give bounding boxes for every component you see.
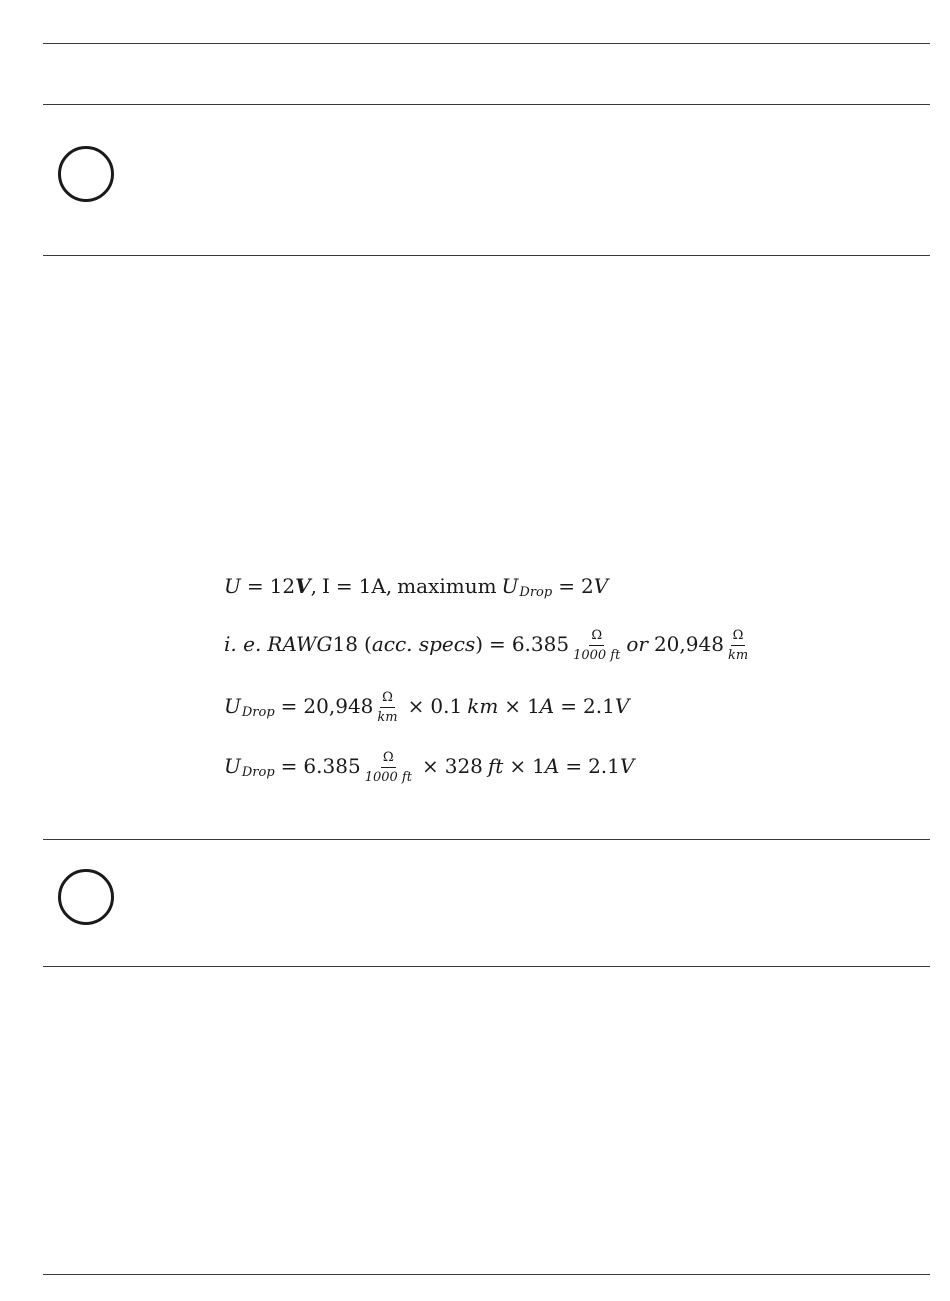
fraction-numerator: Ω bbox=[380, 690, 395, 708]
formula-line-3 bbox=[224, 681, 629, 731]
resistance-value-km: 20,948 bbox=[303, 694, 374, 718]
fraction-ohm-per-1000ft bbox=[573, 628, 620, 663]
equals-sign: = bbox=[558, 574, 575, 598]
or-text: or bbox=[626, 632, 648, 656]
fraction-numerator: Ω bbox=[589, 628, 604, 646]
voltage-value: 12 bbox=[269, 574, 296, 598]
equals-sign: = bbox=[565, 754, 583, 778]
drop-unit: V bbox=[593, 574, 609, 598]
rawg-symbol: RAWG bbox=[267, 632, 333, 656]
current-value: 1 bbox=[532, 754, 545, 778]
note1-bottom-rule bbox=[43, 255, 930, 256]
fraction-denominator: km bbox=[727, 647, 749, 663]
info-circle-icon bbox=[58, 869, 114, 925]
fraction-ohm-per-km bbox=[728, 628, 748, 663]
formula-line-1 bbox=[224, 561, 608, 611]
current-symbol: I bbox=[321, 574, 330, 598]
current-unit: A bbox=[544, 754, 560, 778]
paren-open: ( bbox=[364, 632, 372, 656]
distance-unit: km bbox=[467, 694, 499, 718]
drop-subscript: Drop bbox=[241, 704, 275, 720]
voltage-symbol: U bbox=[224, 574, 241, 598]
comma: , bbox=[310, 574, 317, 598]
fraction-denominator: 1000 ft bbox=[364, 769, 412, 785]
equals-sign: = bbox=[280, 754, 298, 778]
drop-subscript: Drop bbox=[241, 764, 275, 780]
fraction-numerator: Ω bbox=[381, 750, 396, 768]
times-sign: × bbox=[421, 754, 439, 778]
result-value: 2.1 bbox=[588, 754, 620, 778]
footer-rule bbox=[43, 1274, 930, 1275]
fraction-denominator: 1000 ft bbox=[573, 647, 621, 663]
info-circle-icon bbox=[58, 146, 114, 202]
times-sign: × bbox=[407, 694, 425, 718]
note2-bottom-rule bbox=[43, 966, 930, 967]
current-unit: A bbox=[539, 694, 555, 718]
rawg-number: 18 bbox=[332, 632, 358, 656]
resistance-value-ft: 6.385 bbox=[303, 754, 361, 778]
formula-line-2 bbox=[224, 619, 752, 669]
note2-top-rule bbox=[43, 839, 930, 840]
current-value: 1A, bbox=[358, 574, 393, 598]
equals-sign: = bbox=[246, 574, 264, 598]
fraction-ohm-per-km bbox=[377, 690, 397, 725]
drop-subscript: Drop bbox=[519, 584, 553, 600]
fraction-ohm-per-1000ft bbox=[365, 750, 412, 785]
result-unit: V bbox=[614, 694, 630, 718]
drop-symbol: U bbox=[224, 694, 241, 718]
drop-symbol: U bbox=[224, 754, 241, 778]
result-value: 2.1 bbox=[583, 694, 615, 718]
fraction-numerator: Ω bbox=[731, 628, 746, 646]
drop-symbol: U bbox=[501, 574, 519, 598]
equals-sign: = bbox=[489, 632, 506, 656]
distance-unit: ft bbox=[487, 754, 504, 778]
drop-value: 2 bbox=[580, 574, 594, 598]
fraction-denominator: km bbox=[377, 709, 398, 725]
voltage-unit: V bbox=[295, 574, 311, 598]
ie-abbrev: i. e. bbox=[224, 632, 262, 656]
times-sign: × bbox=[504, 694, 522, 718]
times-sign: × bbox=[509, 754, 527, 778]
equals-sign: = bbox=[560, 694, 578, 718]
paren-close: ) bbox=[475, 632, 484, 656]
formula-line-4 bbox=[224, 741, 634, 791]
current-value: 1 bbox=[527, 694, 540, 718]
equals-sign: = bbox=[335, 574, 353, 598]
distance-value: 328 bbox=[444, 754, 483, 778]
resistance-value-ft: 6.385 bbox=[511, 632, 570, 656]
result-unit: V bbox=[619, 754, 635, 778]
header-bottom-rule bbox=[43, 104, 930, 105]
equals-sign: = bbox=[280, 694, 298, 718]
maximum-label: maximum bbox=[397, 574, 497, 598]
top-rule bbox=[43, 43, 930, 44]
acc-specs-text: acc. specs bbox=[371, 632, 476, 656]
distance-value: 0.1 bbox=[430, 694, 463, 718]
resistance-value-km: 20,948 bbox=[653, 632, 724, 656]
